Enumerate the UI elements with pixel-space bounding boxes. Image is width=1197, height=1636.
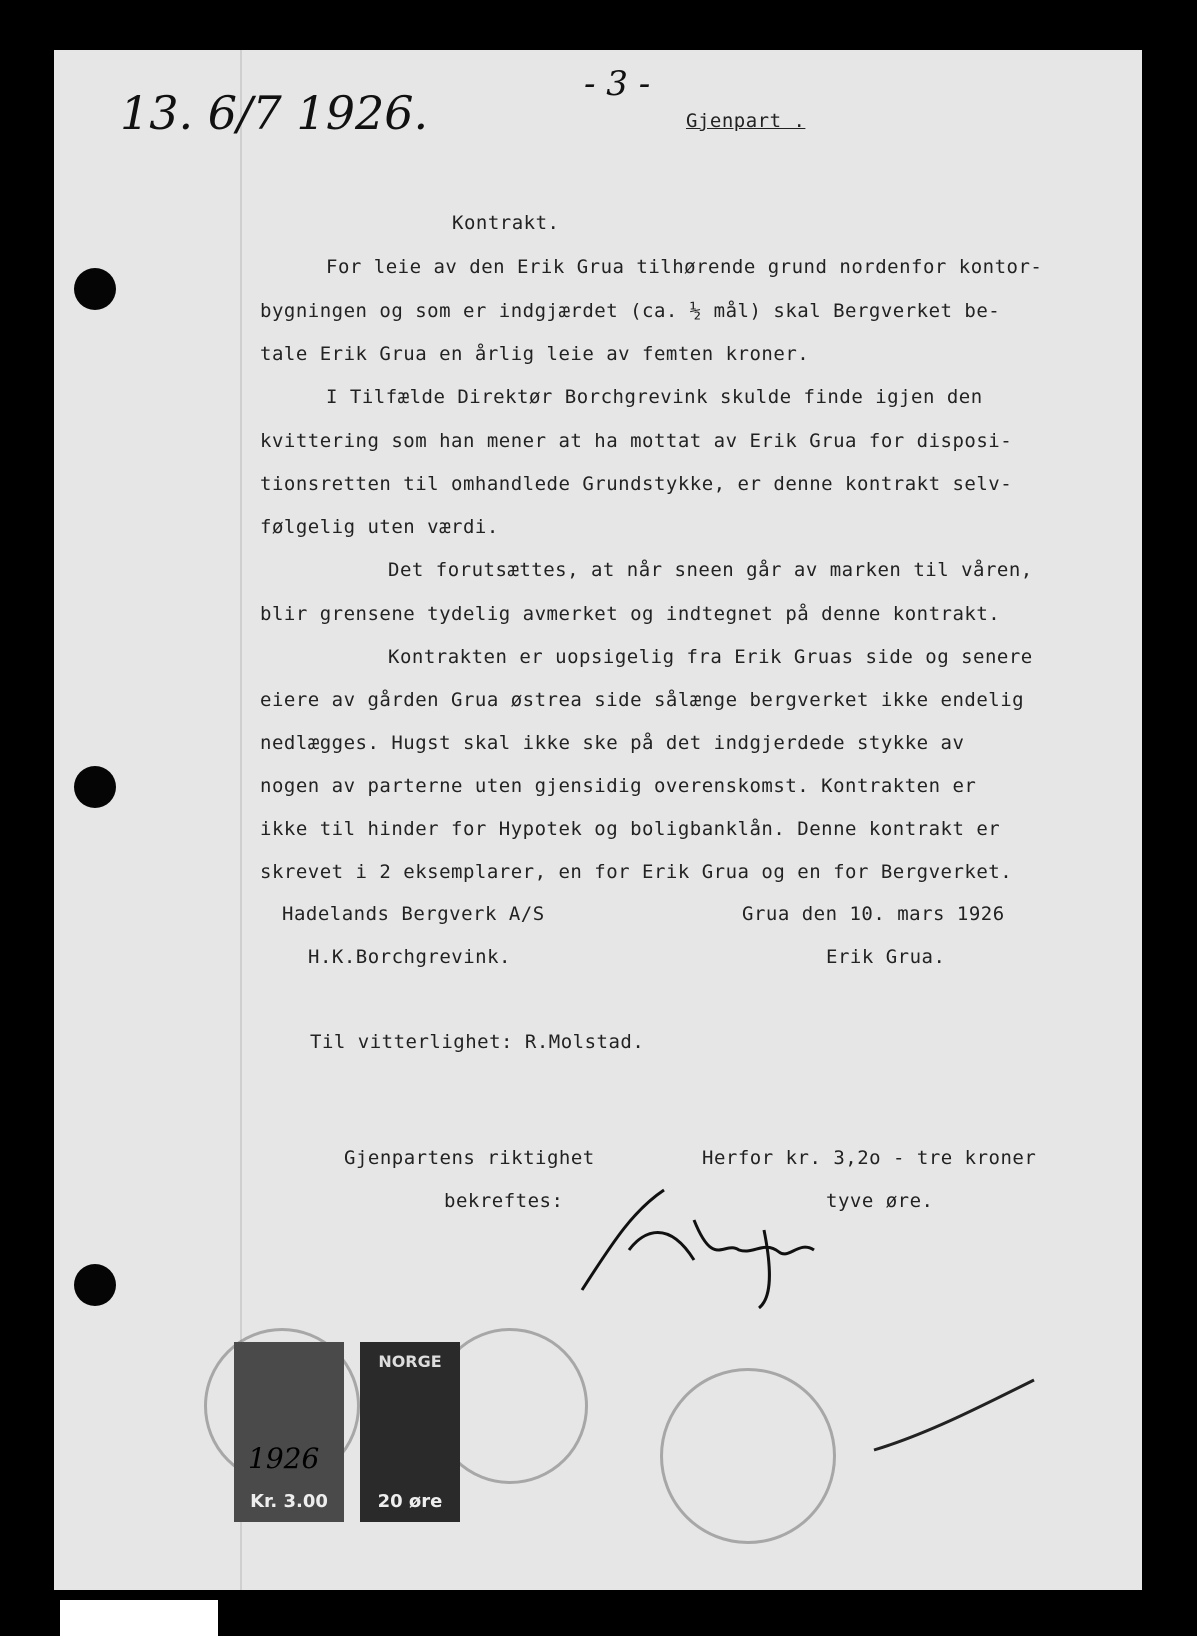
contract-line: kvittering som han mener at ha mottat av Erik Grua for disposi-	[260, 430, 1013, 452]
place-date: Grua den 10. mars 1926	[742, 903, 1005, 925]
contract-line: nedlægges. Hugst skal ikke ske på det indgjerdede stykke av	[260, 732, 965, 754]
other-signatory: Erik Grua.	[826, 946, 946, 968]
contract-line: skrevet i 2 eksemplarer, en for Erik Grua og en for Bergverket.	[260, 861, 1013, 883]
fee-line-2: tyve øre.	[826, 1190, 934, 1212]
official-seal	[660, 1368, 836, 1544]
fee-line-1: Herfor kr. 3,2o - tre kroner	[702, 1147, 1037, 1169]
stamp-value: Kr. 3.00	[250, 1491, 328, 1512]
contract-line: tionsretten til omhandlede Grundstykke, er denne kontrakt selv-	[260, 473, 1013, 495]
contract-line: ikke til hinder for Hypotek og boligbanklån. Denne kontrakt er	[260, 818, 1001, 840]
stamp-year: 1926	[248, 1442, 320, 1475]
contract-line: følgelig uten værdi.	[260, 516, 499, 538]
copy-label: Gjenpart .	[686, 110, 806, 132]
pen-stroke	[864, 1370, 1044, 1470]
certification-left-1: Gjenpartens riktighet	[344, 1147, 595, 1169]
stamp-country: NORGE	[378, 1352, 442, 1371]
contract-line: For leie av den Erik Grua tilhørende grund nordenfor kontor-	[326, 256, 1043, 278]
archive-label	[60, 1600, 218, 1636]
postage-stamp	[360, 1342, 460, 1522]
handwritten-signature	[574, 1180, 834, 1310]
page-number: - 3 -	[584, 64, 651, 104]
witness-line: Til vitterlighet: R.Molstad.	[310, 1031, 645, 1053]
contract-line: Kontrakten er uopsigelig fra Erik Gruas side og senere	[388, 646, 1033, 668]
company-name: Hadelands Bergverk A/S	[282, 903, 545, 925]
contract-line: eiere av gården Grua østrea side sålænge bergverket ikke endelig	[260, 689, 1025, 711]
contract-title: Kontrakt.	[452, 212, 560, 234]
punch-hole	[74, 766, 116, 808]
contract-line: tale Erik Grua en årlig leie av femten kroner.	[260, 343, 810, 365]
contract-line: blir grensene tydelig avmerket og indtegnet på denne kontrakt.	[260, 603, 1001, 625]
document-page	[54, 50, 1142, 1590]
certification-left-2: bekreftes:	[444, 1190, 564, 1212]
contract-line: I Tilfælde Direktør Borchgrevink skulde finde igjen den	[326, 386, 983, 408]
punch-hole	[74, 268, 116, 310]
contract-line: Det forutsættes, at når sneen går av marken til våren,	[388, 559, 1033, 581]
revenue-stamp	[234, 1342, 344, 1522]
contract-line: nogen av parterne uten gjensidig overenskomst. Kontrakten er	[260, 775, 977, 797]
contract-line: bygningen og som er indgjærdet (ca. ½ mål) skal Bergverket be-	[260, 300, 1001, 322]
punch-hole	[74, 1264, 116, 1306]
stamp-value: 20 øre	[377, 1491, 443, 1512]
company-signatory: H.K.Borchgrevink.	[308, 946, 511, 968]
handwritten-date: 13. 6/7 1926.	[120, 86, 429, 140]
